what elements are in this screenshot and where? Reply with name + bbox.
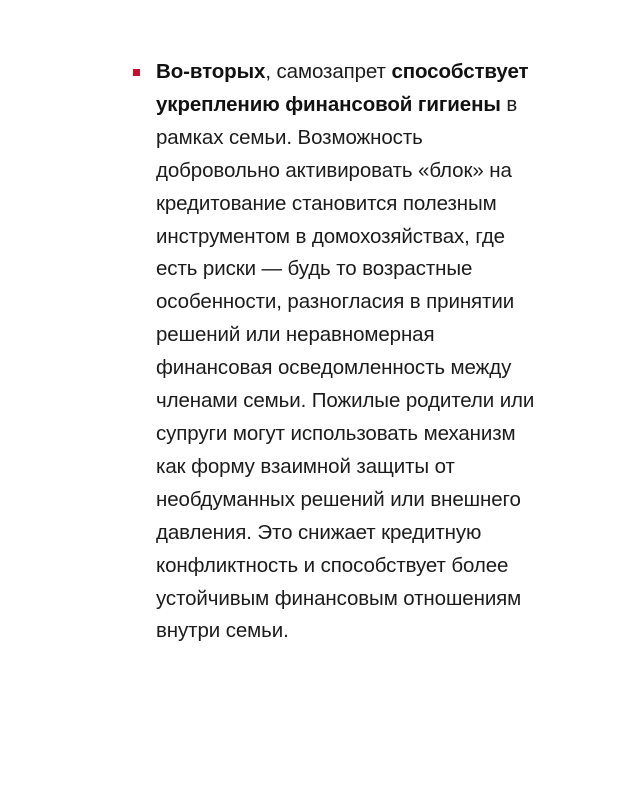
list-bullet-icon bbox=[133, 69, 140, 76]
lead-bold-term: Во-вторых bbox=[156, 60, 266, 83]
list-item-paragraph bbox=[156, 56, 536, 648]
bold-key-phrase: способствует укреплению финансовой гигиены bbox=[156, 60, 529, 116]
paragraph-text-part-2: в рамках семьи. Возможность добровольно активировать «блок» на кредитование становится полезным инструментом в домохозяйствах, где есть риски — будь то возрастные особенности, разногласия в принятии решений или неравномерная финансовая осведомленность между членами семьи. Пожилые родители или супруги могут использовать механизм как форму взаимной защиты от необдуманных решений или внешнего давления. Это снижает кредитную конфликтность и способствует более устойчивым финансовым отношениям внутри семьи. bbox=[156, 92, 535, 643]
paragraph-text-part-1: , самозапрет bbox=[265, 60, 392, 83]
